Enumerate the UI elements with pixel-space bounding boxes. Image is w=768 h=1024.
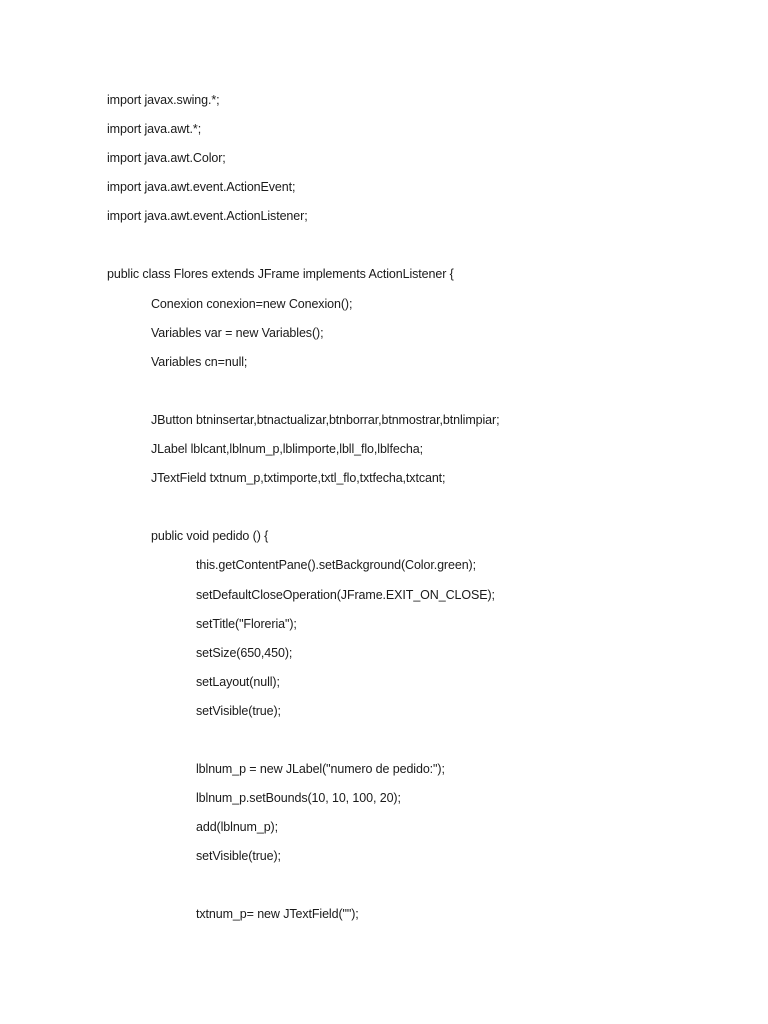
code-line: setTitle("Floreria"); — [196, 617, 297, 631]
code-line: lblnum_p.setBounds(10, 10, 100, 20); — [196, 791, 401, 805]
code-line: setDefaultCloseOperation(JFrame.EXIT_ON_CLOSE); — [196, 588, 495, 602]
code-line: setLayout(null); — [196, 675, 280, 689]
code-line: lblnum_p = new JLabel("numero de pedido:"); — [196, 762, 445, 776]
code-line: setVisible(true); — [196, 704, 281, 718]
code-line: Variables var = new Variables(); — [151, 326, 324, 340]
code-line: txtnum_p= new JTextField(""); — [196, 907, 359, 921]
code-line: import javax.swing.*; — [107, 93, 220, 107]
code-line: add(lblnum_p); — [196, 820, 278, 834]
code-line: import java.awt.*; — [107, 122, 202, 136]
code-line: import java.awt.Color; — [107, 151, 226, 165]
code-line: JTextField txtnum_p,txtimporte,txtl_flo,txtfecha,txtcant; — [151, 471, 446, 485]
code-line: setVisible(true); — [196, 849, 281, 863]
code-line: JLabel lblcant,lblnum_p,lblimporte,lbll_flo,lblfecha; — [151, 442, 423, 456]
code-line: JButton btninsertar,btnactualizar,btnborrar,btnmostrar,btnlimpiar; — [151, 413, 500, 427]
code-line: import java.awt.event.ActionListener; — [107, 209, 308, 223]
code-line: public void pedido () { — [151, 529, 269, 543]
code-line: this.getContentPane().setBackground(Color.green); — [196, 558, 476, 572]
code-line: public class Flores extends JFrame implements ActionListener { — [107, 267, 454, 281]
code-line: import java.awt.event.ActionEvent; — [107, 180, 296, 194]
code-line: setSize(650,450); — [196, 646, 293, 660]
code-line: Conexion conexion=new Conexion(); — [151, 297, 353, 311]
code-line: Variables cn=null; — [151, 355, 248, 369]
